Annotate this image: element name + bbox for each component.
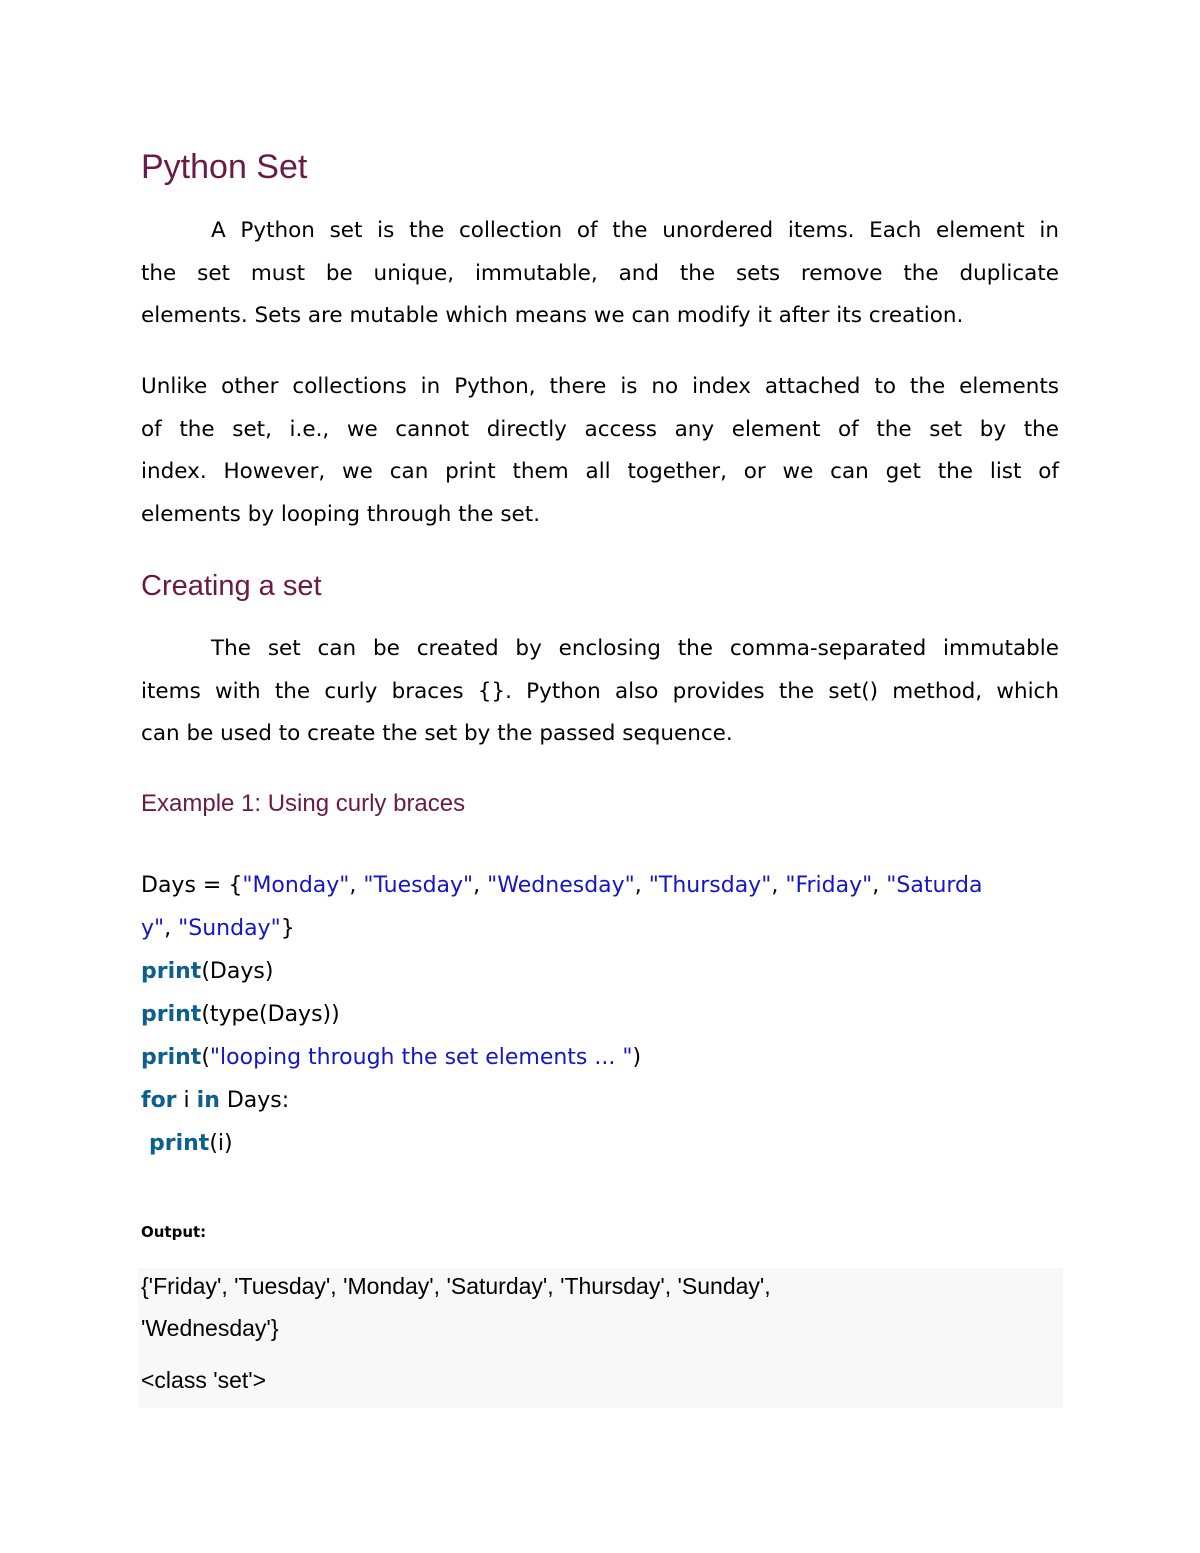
code-text: (Days) [201, 959, 274, 984]
paragraph-line: can be used to create the set by the passed sequence. [141, 721, 733, 746]
paragraph-line: the set must be unique, immutable, and the sets remove the duplicate [141, 260, 1059, 286]
paragraph-line: items with the curly braces {}. Python also provides the set() method, which [141, 678, 1059, 704]
code-line-7 [141, 1122, 1061, 1165]
creating-paragraph [141, 628, 1059, 756]
code-keyword: for [141, 1088, 177, 1113]
code-separator: , [349, 873, 364, 898]
code-string: "Saturda [886, 873, 983, 898]
code-string: "looping through the set elements ... " [209, 1045, 633, 1070]
code-line-5 [141, 1036, 1061, 1079]
code-separator: , [771, 873, 786, 898]
code-keyword: print [141, 1002, 202, 1027]
section-heading: Creating a set [141, 570, 322, 602]
code-string: "Tuesday" [363, 873, 474, 898]
code-string: "Sunday" [178, 916, 281, 941]
paragraph-line: index. However, we can print them all together, or we can get the list of [141, 459, 1059, 484]
code-text: ( [201, 1045, 210, 1070]
code-separator: , [634, 873, 649, 898]
code-text: (type(Days)) [201, 1002, 340, 1027]
code-text: Days = { [141, 873, 243, 898]
code-keyword: in [196, 1088, 220, 1113]
paragraph-line: A Python set is the collection of the unordered items. Each element in [211, 218, 1059, 243]
code-block [141, 864, 1061, 1165]
example-heading: Example 1: Using curly braces [141, 790, 466, 817]
code-keyword: print [149, 1131, 210, 1156]
code-string: "Thursday" [648, 873, 772, 898]
output-label: Output: [141, 1223, 207, 1241]
code-text: ) [632, 1045, 642, 1070]
output-line: {'Friday', 'Tuesday', 'Monday', 'Saturday', 'Thursday', 'Sunday', [141, 1273, 771, 1299]
code-text: i [176, 1088, 197, 1113]
code-separator: , [872, 873, 887, 898]
paragraph-line: of the set, i.e., we cannot directly access any element of the set by the [141, 416, 1059, 442]
intro-paragraph [141, 210, 1059, 338]
code-text: (i) [209, 1131, 233, 1156]
code-string: y" [141, 916, 165, 941]
code-text: } [280, 916, 295, 941]
index-paragraph [141, 366, 1059, 536]
paragraph-line: elements by looping through the set. [141, 501, 541, 527]
code-line-6 [141, 1079, 1061, 1122]
output-line: <class 'set'> [141, 1367, 267, 1393]
code-line-4 [141, 993, 1061, 1036]
code-string: "Wednesday" [487, 873, 635, 898]
code-line-1 [141, 864, 1061, 907]
code-string: "Monday" [242, 873, 350, 898]
paragraph-line: Unlike other collections in Python, there is no index attached to the elements [141, 374, 1059, 399]
code-line-2 [141, 907, 1061, 950]
code-separator: , [164, 916, 179, 941]
code-line-3 [141, 950, 1061, 993]
output-line: 'Wednesday'} [141, 1315, 279, 1341]
paragraph-line: The set can be created by enclosing the comma-separated immutable [211, 636, 1059, 661]
paragraph-line: elements. Sets are mutable which means we can modify it after its creation. [141, 303, 964, 328]
page-title: Python Set [141, 148, 308, 186]
code-keyword: print [141, 959, 202, 984]
code-string: "Friday" [785, 873, 873, 898]
code-separator: , [473, 873, 488, 898]
code-text: Days: [219, 1088, 290, 1113]
code-keyword: print [141, 1045, 202, 1070]
